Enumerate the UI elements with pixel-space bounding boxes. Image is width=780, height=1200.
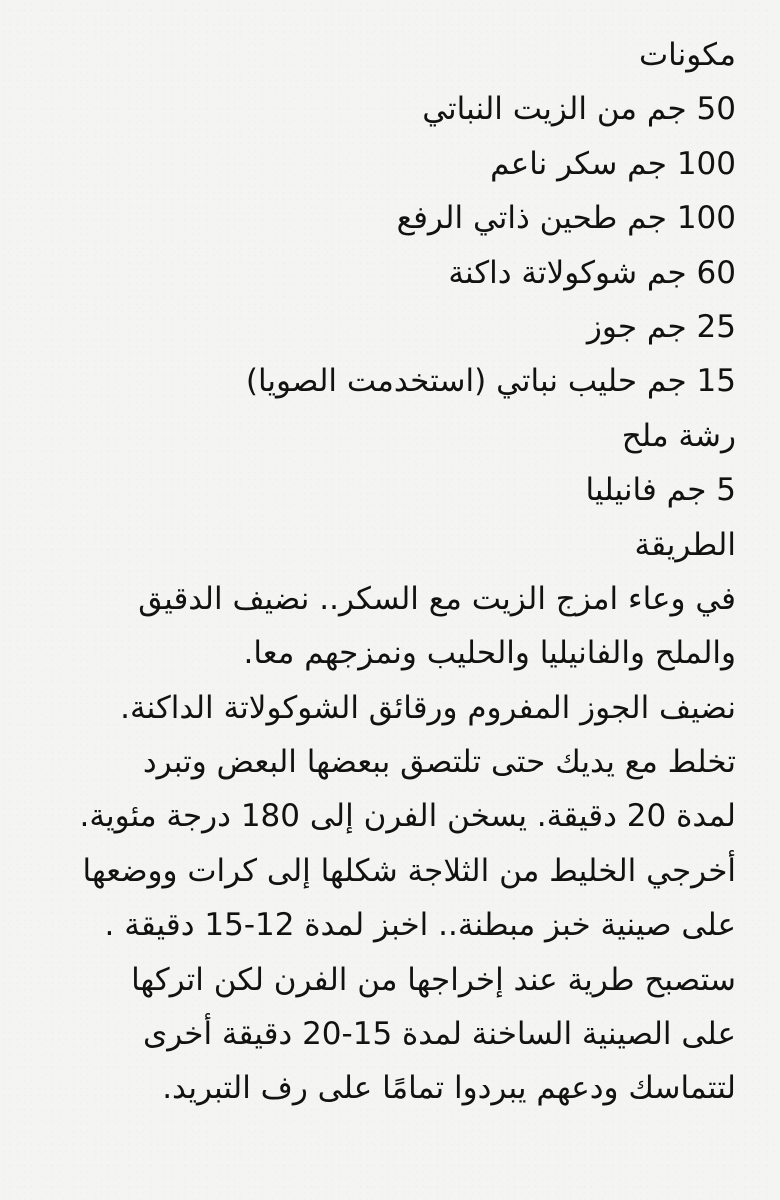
ingredient-item: 100 جم سكر ناعم	[490, 145, 736, 182]
method-heading: الطريقة	[634, 526, 736, 563]
method-line: ستصبح طرية عند إخراجها من الفرن لكن اتركها	[131, 961, 736, 998]
ingredient-item: 25 جم جوز	[586, 308, 736, 345]
method-line: والملح والفانيليا والحليب ونمزجهم معا.	[243, 635, 736, 672]
ingredient-item: 15 جم حليب نباتي (استخدمت الصويا)	[245, 363, 736, 400]
recipe-note	[20, 28, 736, 1116]
method-line: لتتماسك ودعهم يبردوا تمامًا على رف التبريد.	[162, 1070, 736, 1107]
method-line: نضيف الجوز المفروم ورقائق الشوكولاتة الداكنة.	[120, 689, 736, 726]
ingredient-item: رشة ملح	[621, 417, 736, 454]
method-line: لمدة 20 دقيقة. يسخن الفرن إلى 180 درجة مئوية.	[79, 798, 736, 835]
ingredient-item: 100 جم طحين ذاتي الرفع	[396, 200, 736, 237]
method-line: في وعاء امزج الزيت مع السكر.. نضيف الدقيق	[138, 580, 736, 617]
method-line: أخرجي الخليط من الثلاجة شكلها إلى كرات ووضعها	[82, 852, 736, 889]
ingredient-item: 5 جم فانيليا	[585, 472, 736, 509]
method-line: تخلط مع يديك حتى تلتصق ببعضها البعض وتبرد	[142, 744, 736, 781]
ingredients-heading: مكونات	[639, 37, 736, 73]
ingredient-item: 60 جم شوكولاتة داكنة	[448, 254, 736, 291]
ingredient-item: 50 جم من الزيت النباتي	[422, 91, 736, 128]
method-line: على صينية خبز مبطنة.. اخبز لمدة 12-15 دقيقة .	[104, 907, 736, 944]
method-line: على الصينية الساخنة لمدة 15-20 دقيقة أخرى	[142, 1016, 736, 1053]
